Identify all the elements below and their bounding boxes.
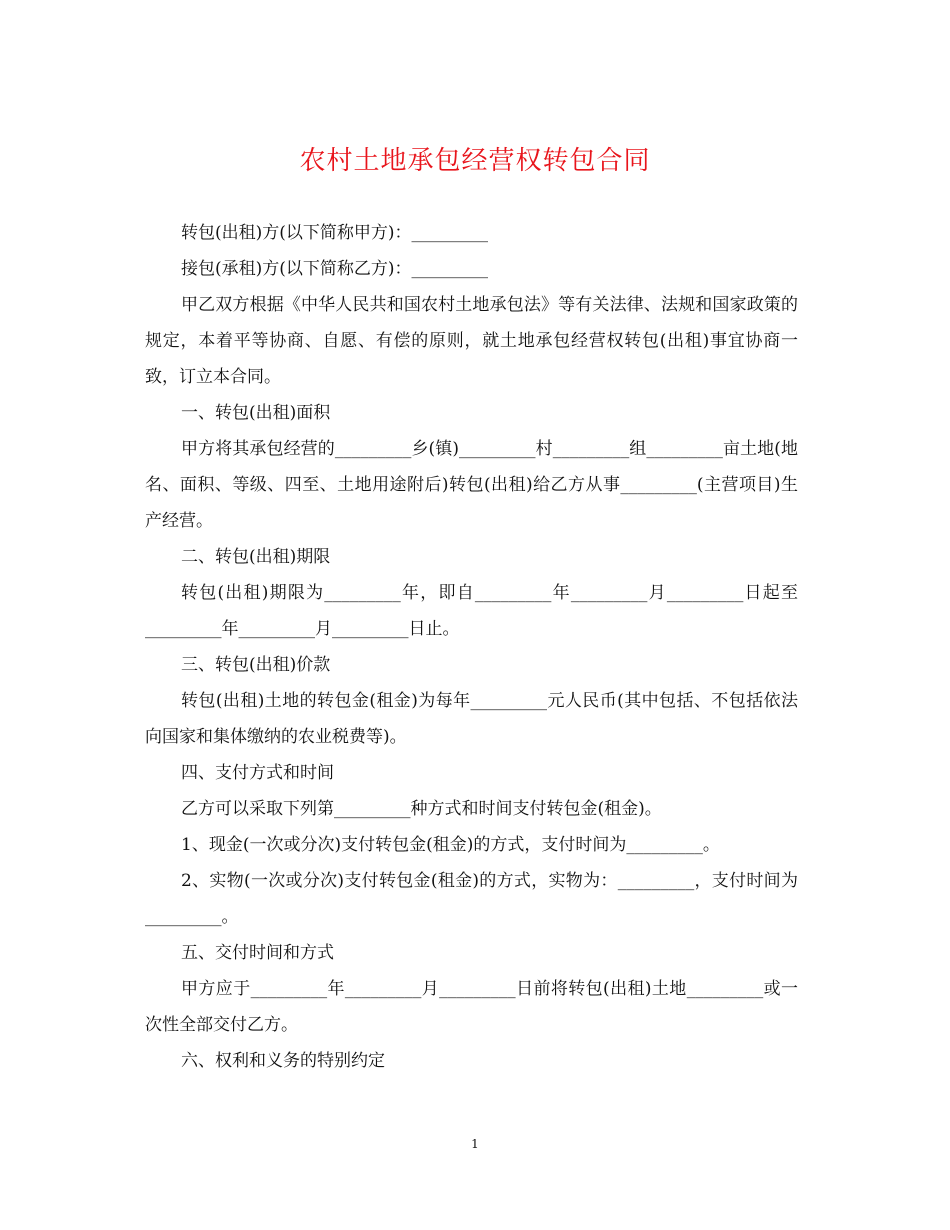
document-title: 农村土地承包经营权转包合同: [299, 146, 651, 176]
section-heading-payment: 四、支付方式和时间: [181, 763, 334, 783]
price-paragraph: 转包(出租)土地的转包金(租金)为每年_________元人民币(其中包括、不包括依法向国家和集体缴纳的农业税费等)。: [145, 691, 798, 747]
section-heading-term: 二、转包(出租)期限: [181, 547, 331, 567]
section-heading-special: 六、权利和义务的特别约定: [181, 1051, 385, 1071]
section-heading-delivery: 五、交付时间和方式: [181, 943, 334, 963]
document-body: [145, 215, 798, 1079]
section-heading-area: 一、转包(出租)面积: [181, 403, 331, 423]
page-number: 1: [471, 1137, 479, 1151]
term-paragraph: 转包(出租)期限为_________年，即自_________年_________月_________日起至_________年_________月_________日止。: [145, 583, 798, 639]
payment-kind-paragraph: 2、实物(一次或分次)支付转包金(租金)的方式，实物为：_________，支付时间为_________。: [145, 871, 798, 927]
preamble-paragraph: 甲乙双方根据《中华人民共和国农村土地承包法》等有关法律、法规和国家政策的规定，本着平等协商、自愿、有偿的原则，就土地承包经营权转包(出租)事宜协商一致，订立本合同。: [145, 295, 798, 387]
delivery-paragraph: 甲方应于_________年_________月_________日前将转包(出租)土地_________或一次性全部交付乙方。: [145, 979, 798, 1035]
area-paragraph: 甲方将其承包经营的_________乡(镇)_________村_________组_________亩土地(地名、面积、等级、四至、土地用途附后)转包(出租)给乙方从事_________(主营项目)生产经营。: [145, 439, 798, 531]
party-b-line: 接包(承租)方(以下简称乙方)：_________: [181, 259, 489, 279]
section-heading-price: 三、转包(出租)价款: [181, 655, 331, 675]
payment-paragraph: 乙方可以采取下列第_________种方式和时间支付转包金(租金)。: [181, 799, 662, 819]
party-a-line: 转包(出租)方(以下简称甲方)：_________: [181, 223, 489, 243]
payment-cash-paragraph: 1、现金(一次或分次)支付转包金(租金)的方式，支付时间为_________。: [181, 835, 720, 855]
